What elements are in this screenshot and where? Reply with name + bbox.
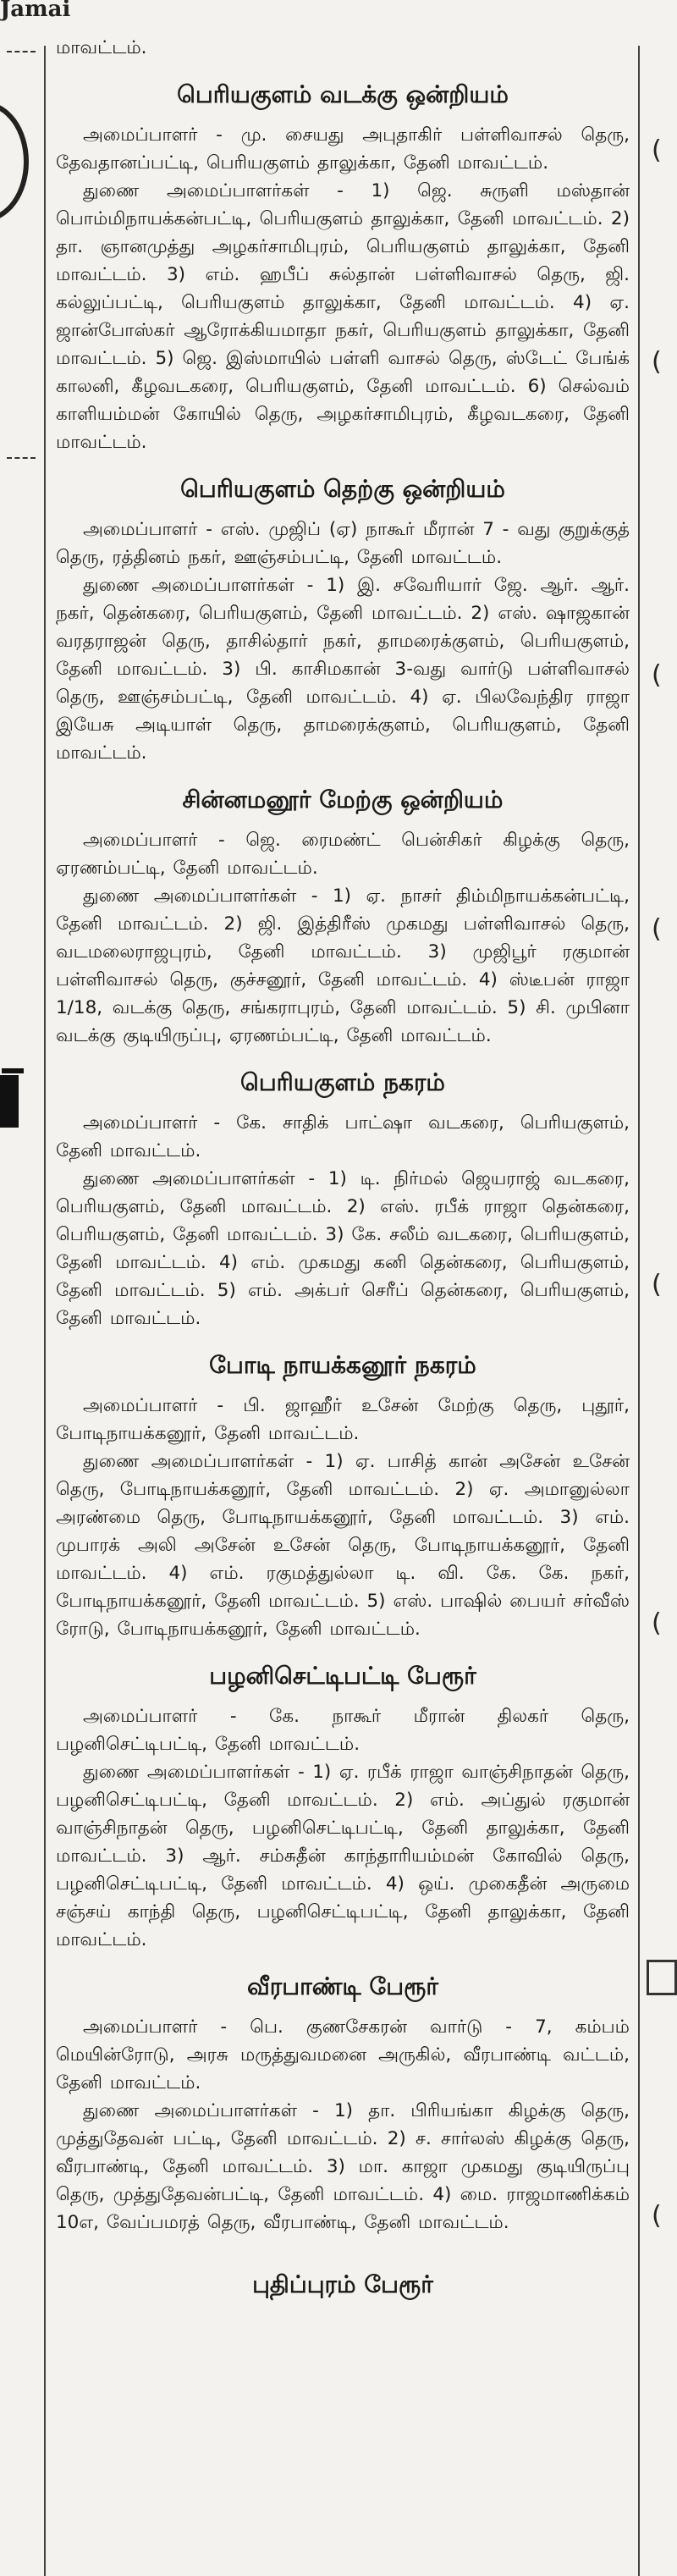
neighbor-glyph: ( [652, 347, 662, 377]
masthead-fragment: Jamai [0, 0, 71, 22]
deputy-organizers-paragraph: துணை அமைப்பாளர்கள் - 1) ஏ. நாசர் திம்மிநாயக்கன்பட்டி, தேனி மாவட்டம். 2) ஜி. இத்திரீஸ் முகமது பள்ளிவாசல் தெரு, வடமலைராஜபுரம், தேனி மாவட்டம். 3) முஜிபூர் ரகுமான் பள்ளிவாசல் தெரு, குச்சனூர், தேனி மாவட்டம். 4) ஸ்டீபன் ராஜா 1/18, வடக்கு தெரு, சங்கராபுரம், தேனி மாவட்டம். 5) சி. முபினா வடக்கு குடியிருப்பு, ஏரணம்பட்டி, தேனி மாவட்டம். [56, 885, 630, 1046]
section-title: சின்னமனூர் மேற்கு ஒன்றியம் [182, 786, 504, 814]
deputy-organizers-paragraph: துணை அமைப்பாளர்கள் - 1) ஜெ. சுருளி மஸ்தான் பொம்மிநாயக்கன்பட்டி, பெரியகுளம் தாலுக்கா, தேனி மாவட்டம். 2) தா. ஞானமுத்து அழகர்சாமிபுரம், பெரியகுளம் தாலுக்கா, தேனி மாவட்டம். 3) எம். ஹபீப் சுல்தான் பள்ளிவாசல் தெரு, ஜி. கல்லுப்பட்டி, பெரியகுளம் தாலுக்கா, தேனி மாவட்டம். 4) ஏ. ஜான்போஸ்கர் ஆரோக்கியமாதா நகர், பெரியகுளம் தாலுக்கா, தேனி மாவட்டம். 5) ஜெ. இஸ்மாயில் பள்ளி வாசல் தெரு, ஸ்டேட் பேங்க் காலனி, கீழவடகரை, பெரியகுளம், தேனி மாவட்டம். 6) செல்வம் காளியம்மன் கோயில் தெரு, அழகர்சாமிபுரம், கீழவடகரை, தேனி மாவட்டம். [56, 180, 630, 453]
organizer-paragraph: அமைப்பாளர் - கே. சாதிக் பாட்ஷா வடகரை, பெரியகுளம், தேனி மாவட்டம். [56, 1112, 630, 1161]
margin-dash [7, 457, 36, 459]
organizer-paragraph: அமைப்பாளர் - பி. ஜாஹீர் உசேன் மேற்கு தெரு, புதூர், போடிநாயக்கனூர், தேனி மாவட்டம். [56, 1395, 630, 1444]
column-rule-left [44, 46, 46, 2576]
section-title: பெரியகுளம் நகரம் [240, 1068, 445, 1096]
section-title: வீரபாண்டி பேரூர் [247, 1972, 438, 2000]
deputy-organizers-paragraph: துணை அமைப்பாளர்கள் - 1) இ. சவேரியார் ஜே. ஆர். ஆர். நகர், தென்கரை, பெரியகுளம், தேனி மாவட்டம். 2) எஸ். ஷாஜகான் வரதராஜன் தெரு, தாசில்தார் நகர், தாமரைக்குளம், பெரியகுளம், தேனி மாவட்டம். 3) பி. காசிமகான் 3-வது வார்டு பள்ளிவாசல் தெரு, ஊஞ்சம்பட்டி, தேனி மாவட்டம். 4) ஏ. பிலவேந்திர ராஜா இயேசு அடியாள் தெரு, தாமரைக்குளம், பெரியகுளம், தேனி மாவட்டம். [56, 575, 630, 764]
lead-line: மாவட்டம். [56, 37, 147, 58]
section-periyakulam-north [56, 80, 630, 456]
section-title: பெரியகுளம் வடக்கு ஒன்றியம் [177, 80, 509, 108]
section-palanisettipatti [56, 1662, 630, 1954]
section-title: பெரியகுளம் தெற்கு ஒன்றியம் [180, 475, 505, 503]
organizer-paragraph: அமைப்பாளர் - ஜெ. ரைமண்ட் பென்சிகர் கிழக்கு தெரு, ஏரணம்பட்டி, தேனி மாவட்டம். [56, 830, 630, 879]
neighbor-glyph: ( [652, 2201, 662, 2231]
section-chinnamanur-west [56, 786, 630, 1050]
section-periyakulam-town [56, 1068, 630, 1332]
neighbor-arc-shape [0, 102, 29, 222]
deputy-organizers-paragraph: துணை அமைப்பாளர்கள் - 1) டி. நிர்மல் ஜெயராஜ் வடகரை, பெரியகுளம், தேனி மாவட்டம். 2) எஸ். ரபீக் ராஜா தென்கரை, பெரியகுளம், தேனி மாவட்டம். 3) கே. சலீம் வடகரை, பெரியகுளம், தேனி மாவட்டம். 4) எம். முகமது கனி தென்கரை, பெரியகுளம், தேனி மாவட்டம். 5) எம். அக்பர் செரீப் தென்கரை, பெரியகுளம், தேனி மாவட்டம். [56, 1168, 630, 1329]
article-column [56, 34, 630, 2298]
column-rule-right [638, 46, 640, 2576]
section-title: போடி நாயக்கனூர் நகரம் [209, 1351, 476, 1379]
deputy-organizers-paragraph: துணை அமைப்பாளர்கள் - 1) ஏ. பாசித் கான் அசேன் உசேன் தெரு, போடிநாயக்கனூர், தேனி மாவட்டம். 2) ஏ. அமானுல்லா அரண்மை தெரு, போடிநாயக்கனூர், தேனி மாவட்டம். 3) எம். முபாரக் அலி அசேன் உசேன் தெரு, போடிநாயக்கனூர், தேனி மாவட்டம். 4) எம். ரகுமத்துல்லா டி. வி. கே. கே. நகர், போடிநாயக்கனூர், தேனி மாவட்டம். 5) எஸ். பாஷில் பையர் சர்வீஸ் ரோடு, போடிநாயக்கனூர், தேனி மாவட்டம். [56, 1451, 630, 1640]
neighbor-box [647, 1960, 677, 1995]
section-veerapandi [56, 1972, 630, 2237]
deputy-organizers-paragraph: துணை அமைப்பாளர்கள் - 1) தா. பிரியங்கா கிழக்கு தெரு, முத்துதேவன் பட்டி, தேனி மாவட்டம். 2) ச. சார்லஸ் கிழக்கு தெரு, வீரபாண்டி, தேனி மாவட்டம். 3) மா. காஜா முகமது குடியிருப்பு தெரு, முத்துதேவன்பட்டி, தேனி மாவட்டம். 4) மை. ராஜமாணிக்கம் 10எ, வேப்பமரத் தெரு, வீரபாண்டி, தேனி மாவட்டம். [56, 2100, 630, 2233]
neighbor-glyph: ( [652, 1270, 662, 1299]
section-bodinayakkanur-town [56, 1351, 630, 1643]
neighbor-glyph: ( [652, 1608, 662, 1638]
organizer-paragraph: அமைப்பாளர் - கே. நாகூர் மீரான் திலகர் தெரு, பழனிசெட்டிபட்டி, தேனி மாவட்டம். [56, 1706, 630, 1755]
neighbor-glyph: ( [652, 135, 662, 165]
neighbor-glyph: ( [652, 660, 662, 690]
margin-block [0, 1075, 19, 1128]
margin-dash [7, 51, 36, 52]
trailing-section-title: புதிப்புரம் பேரூர் [252, 2270, 433, 2298]
right-margin-neighbor-column [641, 0, 677, 2576]
section-title: பழனிசெட்டிபட்டி பேரூர் [209, 1662, 476, 1690]
section-periyakulam-south [56, 475, 630, 767]
organizer-paragraph: அமைப்பாளர் - பெ. குணசேகரன் வார்டு - 7, கம்பம் மெயின்ரோடு, அரசு மருத்துவமனை அருகில், வீரபாண்டி வட்டம், தேனி மாவட்டம். [56, 2016, 630, 2093]
margin-block-top [2, 1068, 24, 1073]
deputy-organizers-paragraph: துணை அமைப்பாளர்கள் - 1) ஏ. ரபீக் ராஜா வாஞ்சிநாதன் தெரு, பழனிசெட்டிபட்டி, தேனி மாவட்டம். 2) எம். அப்துல் ரகுமான் வாஞ்சிநாதன் தெரு, பழனிசெட்டிபட்டி, தேனி தாலுக்கா, தேனி மாவட்டம். 3) ஆர். சம்சுதீன் காந்தாரியம்மன் கோவில் தெரு, பழனிசெட்டிபட்டி, தேனி மாவட்டம். 4) ஒய். முகைதீன் அருமை சஞ்சய் காந்தி தெரு, பழனிசெட்டிபட்டி, தேனி தாலுக்கா, தேனி மாவட்டம். [56, 1762, 630, 1950]
organizer-paragraph: அமைப்பாளர் - மு. சையது அபுதாகிர் பள்ளிவாசல் தெரு, தேவதானப்பட்டி, பெரியகுளம் தாலுக்கா, தேனி மாவட்டம். [56, 124, 630, 174]
organizer-paragraph: அமைப்பாளர் - எஸ். முஜிப் (ஏ) நாகூர் மீரான் 7 - வது குறுக்குத் தெரு, ரத்தினம் நகர், ஊஞ்சம்பட்டி, தேனி மாவட்டம். [56, 519, 630, 568]
neighbor-glyph: ( [652, 914, 662, 944]
left-margin-neighbor-column [0, 0, 41, 2576]
